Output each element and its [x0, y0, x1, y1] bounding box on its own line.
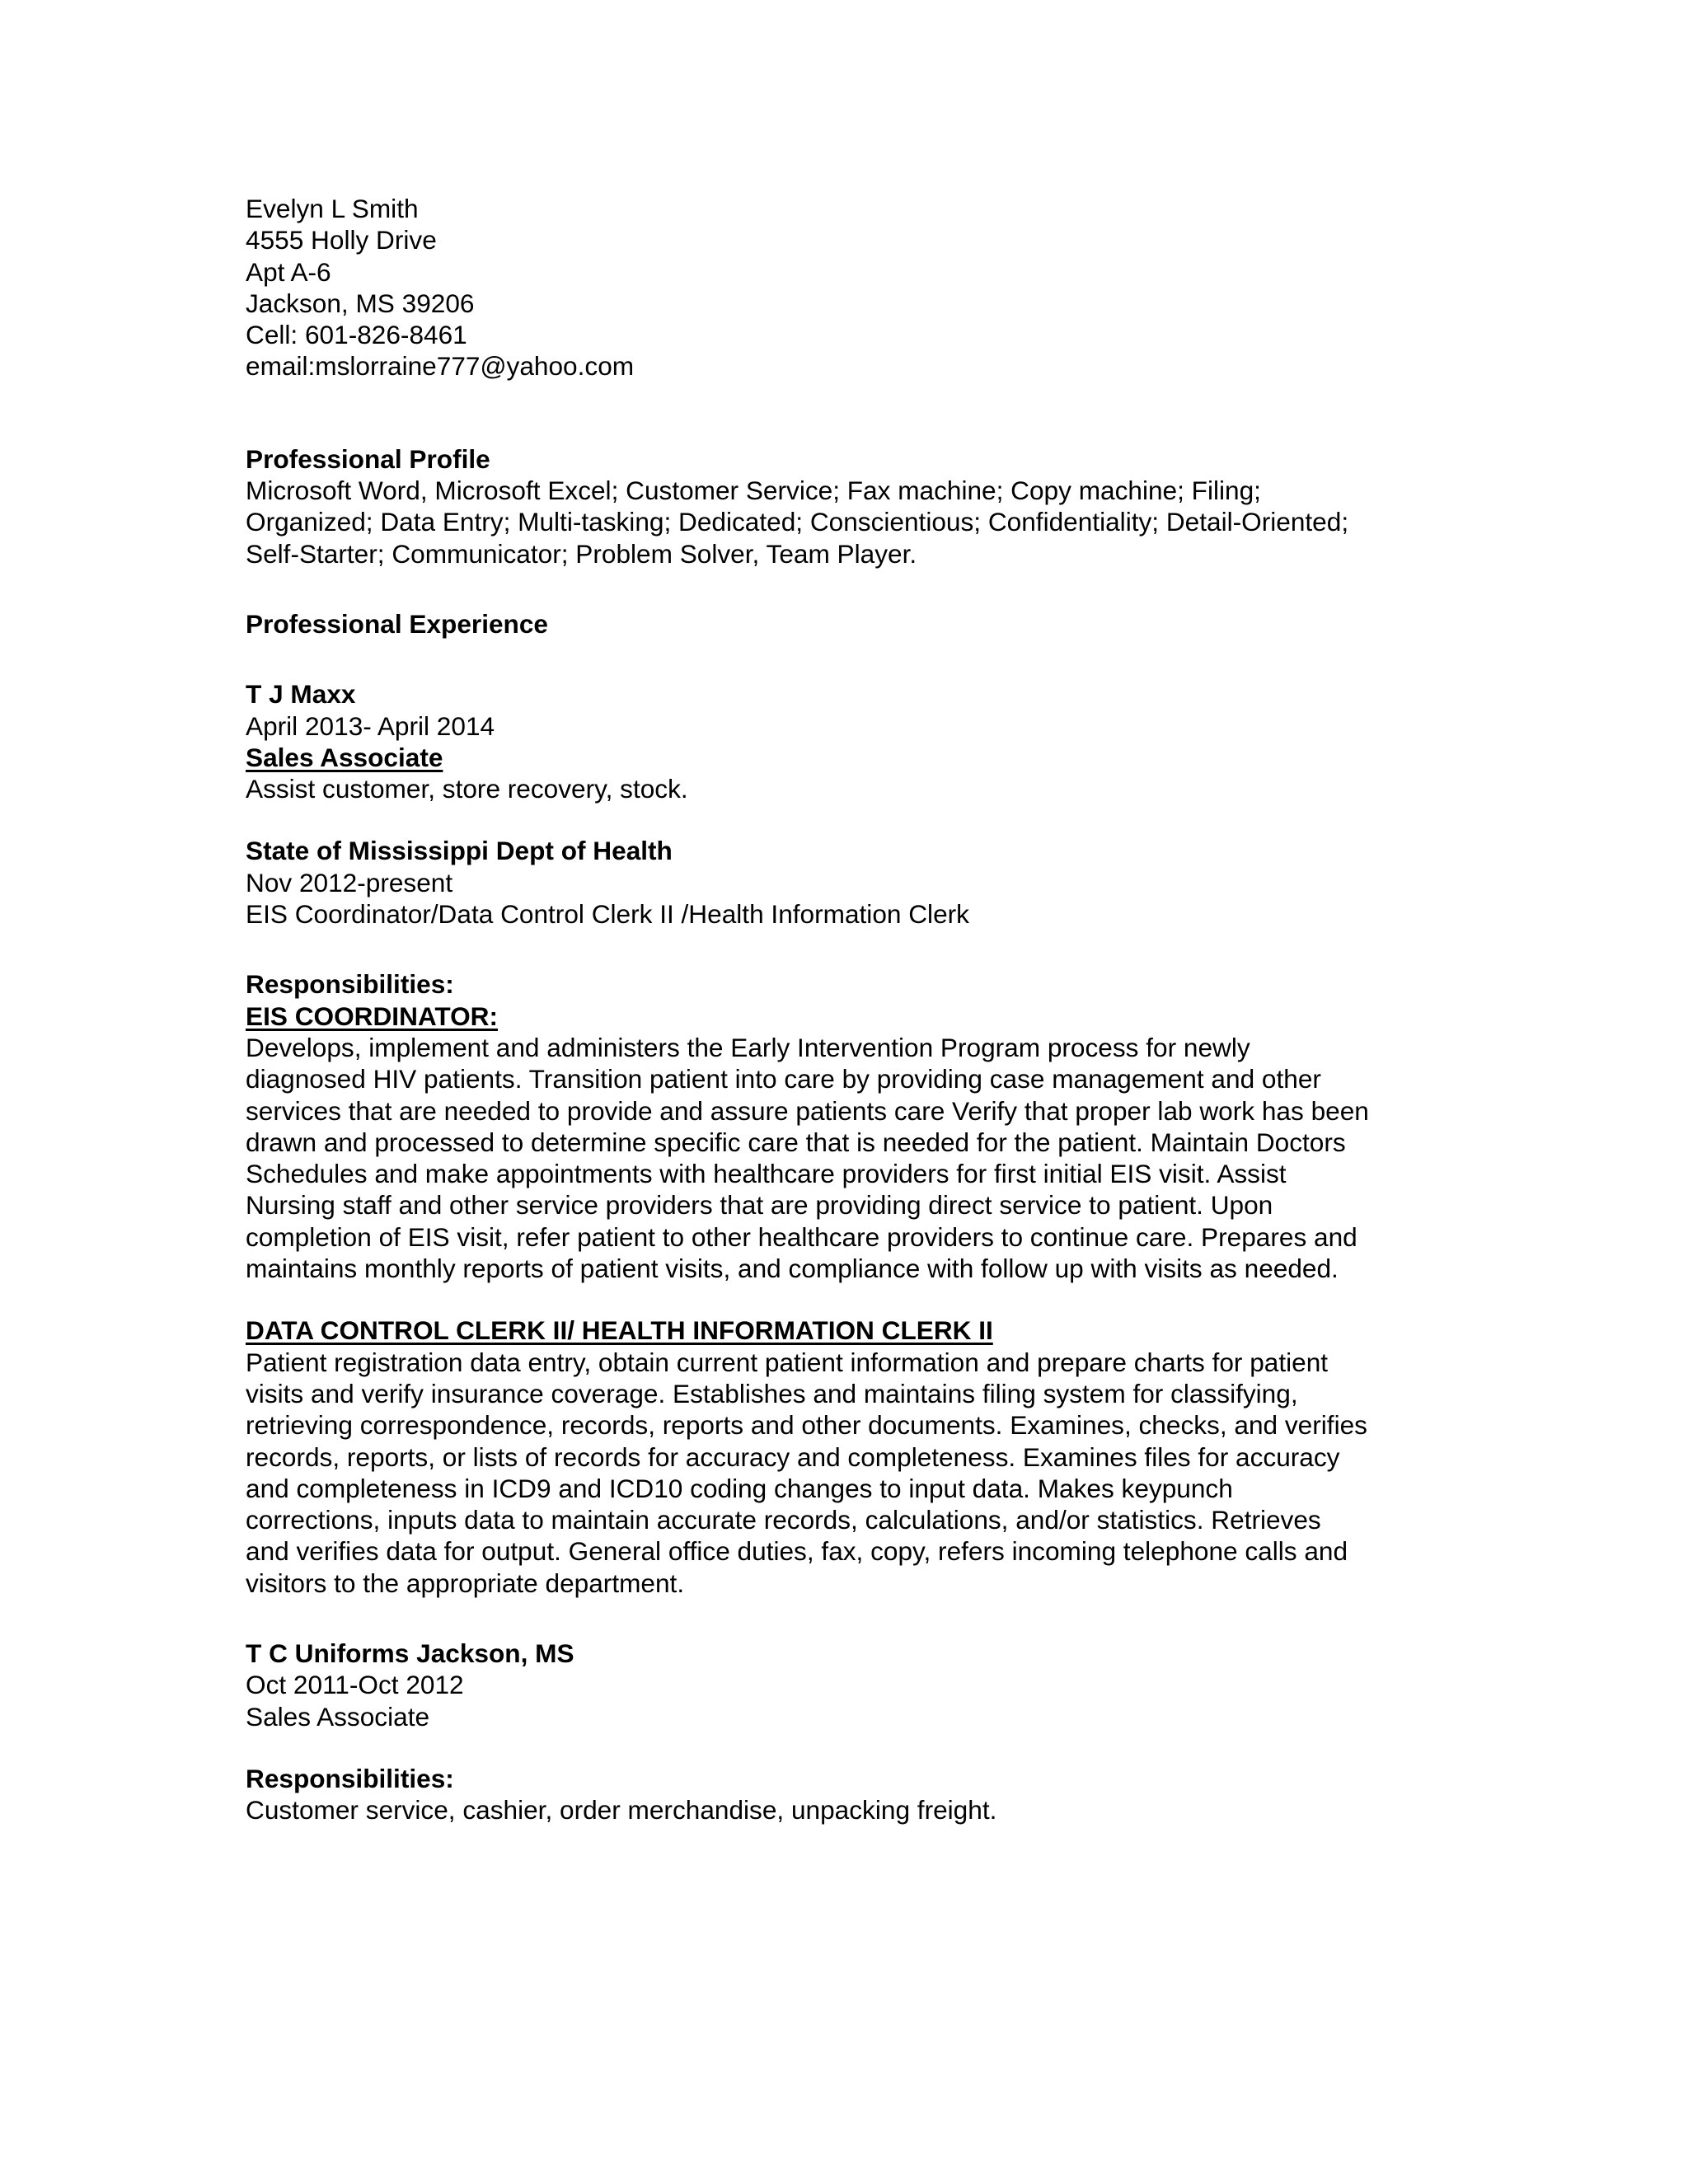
responsibilities-heading: Responsibilities:	[246, 1763, 454, 1793]
experience-heading: Professional Experience	[246, 608, 548, 639]
dcc-line: records, reports, or lists of records for accuracy and completeness. Examines files for accuracy	[246, 1441, 1340, 1472]
eis-line: diagnosed HIV patients. Transition patient into care by providing case management and other	[246, 1064, 1321, 1094]
contact-address-line-1: 4555 Holly Drive	[246, 225, 437, 255]
eis-line: drawn and processed to determine specific care that is needed for the patient. Maintain Doctors	[246, 1127, 1346, 1157]
job-title: Sales Associate	[246, 742, 443, 772]
contact-email: email:mslorraine777@yahoo.com	[246, 351, 635, 382]
dcc-line: and completeness in ICD9 and ICD10 coding changes to input data. Makes keypunch	[246, 1473, 1233, 1503]
contact-name: Evelyn L Smith	[246, 194, 419, 223]
dcc-line: visitors to the appropriate department.	[246, 1568, 685, 1598]
profile-line: Microsoft Word, Microsoft Excel; Customer Service; Fax machine; Copy machine; Filing;	[246, 476, 1261, 506]
job-ms-dept-health	[246, 835, 1457, 1599]
eis-line: maintains monthly reports of patient visits, and compliance with follow up with visits as needed.	[246, 1254, 1339, 1284]
job-tj-maxx	[246, 678, 1457, 804]
job-dates: April 2013- April 2014	[246, 710, 495, 741]
data-control-clerk-heading: DATA CONTROL CLERK II/ HEALTH INFORMATION CLERK II	[246, 1315, 993, 1346]
job-company: T C Uniforms Jackson, MS	[246, 1638, 574, 1668]
dcc-line: and verifies data for output. General office duties, fax, copy, refers incoming telephone calls and	[246, 1536, 1348, 1567]
dcc-line: Patient registration data entry, obtain current patient information and prepare charts for patient	[246, 1347, 1329, 1377]
job-description: Customer service, cashier, order merchandise, unpacking freight.	[246, 1795, 997, 1825]
dcc-line: retrieving correspondence, records, reports and other documents. Examines, checks, and verifies	[246, 1410, 1367, 1441]
eis-coordinator-heading: EIS COORDINATOR:	[246, 1001, 499, 1031]
eis-coordinator-description	[246, 1032, 1457, 1284]
job-company: State of Mississippi Dept of Health	[246, 836, 673, 866]
job-dates: Oct 2011-Oct 2012	[246, 1670, 464, 1700]
profile-heading: Professional Profile	[246, 443, 490, 474]
job-tc-uniforms	[246, 1638, 1457, 1825]
dcc-line: corrections, inputs data to maintain accurate records, calculations, and/or statistics. Retrieves	[246, 1505, 1321, 1535]
data-control-clerk-description	[246, 1347, 1457, 1599]
job-title: EIS Coordinator/Data Control Clerk II /Health Information Clerk	[246, 899, 969, 930]
eis-line: completion of EIS visit, refer patient to other healthcare providers to continue care. Prepares and	[246, 1221, 1357, 1252]
contact-cell: Cell: 601-826-8461	[246, 320, 467, 350]
job-title: Sales Associate	[246, 1701, 430, 1732]
contact-city-state-zip: Jackson, MS 39206	[246, 288, 475, 318]
contact-block	[246, 193, 1457, 382]
responsibilities-heading: Responsibilities:	[246, 969, 454, 1000]
job-dates: Nov 2012-present	[246, 867, 453, 898]
eis-line: services that are needed to provide and assure patients care Verify that proper lab work has been	[246, 1095, 1369, 1126]
profile-line: Organized; Data Entry; Multi-tasking; Dedicated; Conscientious; Confidentiality; Detail-Oriented;	[246, 507, 1349, 537]
eis-line: Schedules and make appointments with healthcare providers for first initial EIS visit. Assist	[246, 1159, 1287, 1189]
professional-profile-section	[246, 443, 1457, 569]
profile-line: Self-Starter; Communicator; Problem Solver, Team Player.	[246, 538, 917, 569]
dcc-line: visits and verify insurance coverage. Establishes and maintains filing system for classifying,	[246, 1378, 1298, 1408]
eis-line: Nursing staff and other service providers that are providing direct service to patient. Upon	[246, 1190, 1273, 1221]
contact-address-line-2: Apt A-6	[246, 256, 331, 287]
job-company: T J Maxx	[246, 679, 356, 710]
eis-line: Develops, implement and administers the Early Intervention Program process for newly	[246, 1032, 1250, 1062]
resume-content	[246, 193, 1457, 1825]
job-description: Assist customer, store recovery, stock.	[246, 774, 688, 804]
